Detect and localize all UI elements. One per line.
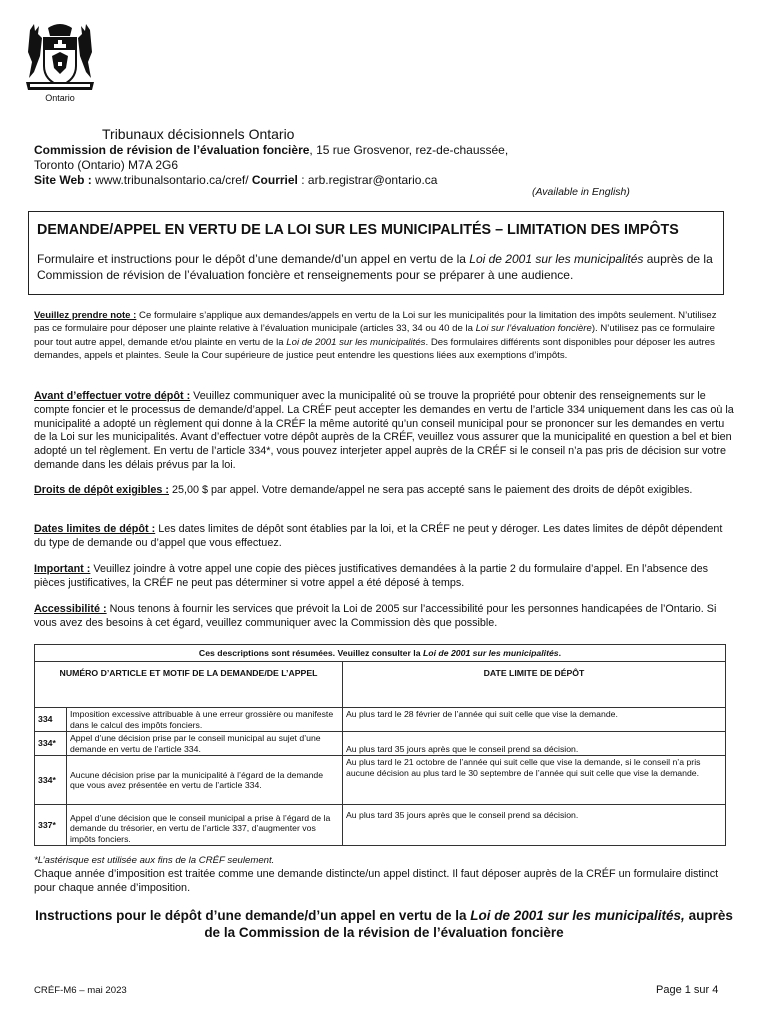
table-row [35, 756, 726, 805]
table-header-row [35, 662, 726, 708]
instructions-text-b: auprès de la Commission de la révision de l’évaluation foncière [204, 908, 733, 940]
filing-deadline: Au plus tard 35 jours après que le conseil prend sa décision. [343, 732, 726, 756]
table-row [35, 805, 726, 846]
article-number: 334* [35, 732, 67, 756]
column-header-reason: NUMÉRO D’ARTICLE ET MOTIF DE LA DEMANDE/DE L’APPEL [35, 662, 343, 708]
instructions-text-a: Instructions pour le dépôt d’une demande/d’un appel en vertu de la [35, 908, 471, 923]
note-label: Avant d’effectuer votre dépôt : [34, 390, 191, 402]
table-row [35, 732, 726, 756]
desc-text-a: Formulaire et instructions pour le dépôt d’une demande/d’un appel en vertu de la [37, 252, 470, 266]
note-text: Les dates limites de dépôt sont établies par la loi, et la CRÉF ne peut y déroger. Les dates limites de dépôt dépendent du type de demande ou d’appel que vous effectuez. [34, 523, 723, 549]
table-caption-row [35, 645, 726, 662]
desc-text-b: auprès de la Commission de révision de l’évaluation foncière et renseignements pour se préparer à une audience. [37, 252, 713, 282]
note-text: . Des formulaires différents sont disponibles pour déposer les autres demandes, appels et plaintes. Seule la Cour supérieure de justice peut entendre les questions liées aux exemptions d’impôts. [34, 336, 715, 361]
note-text: Veuillez joindre à votre appel une copie des pièces justificatives demandées à la partie 2 du formulaire d’appel. En l’absence des pièces justificatives, la CRÉF ne peut pas déterminer si votre appel a été déposé à temps. [34, 563, 708, 589]
law-name: Loi de 2001 sur les municipalités [286, 336, 426, 348]
note-label: Droits de dépôt exigibles : [34, 484, 169, 496]
web-label: Site Web : [34, 173, 92, 187]
filing-deadline: Au plus tard le 21 octobre de l’année qui suit celle que vise la demande, si le conseil n’a pris aucune décision au plus tard le 30 septembre de l’année qui suit celle que vise la demande. [343, 756, 726, 805]
appeal-reason: Appel d’une décision prise par le conseil municipal au sujet d’une demande en vertu de l’article 334. [67, 732, 343, 756]
address-line-2: Toronto (Ontario) M7A 2G6 [34, 158, 179, 172]
instructions-law: Loi de 2001 sur les municipalités, [470, 908, 685, 923]
tribunal-name: Tribunaux décisionnels Ontario [102, 126, 295, 142]
filing-deadline: Au plus tard 35 jours après que le conseil prend sa décision. [343, 805, 726, 846]
appeal-reason: Imposition excessive attribuable à une erreur grossière ou manifeste dans le calcul des impôts fonciers. [67, 708, 343, 732]
article-number: 337* [35, 805, 67, 846]
note-label: Veuillez prendre note : [34, 310, 137, 321]
note-filing-fees [34, 484, 734, 498]
filing-deadline: Au plus tard le 28 février de l’année qui suit celle que vise la demande. [343, 708, 726, 732]
article-number: 334* [35, 756, 67, 805]
note-text: Nous tenons à fournir les services que prévoit la Loi de 2005 sur l’accessibilité pour les personnes handicapées de l’Ontario. Si vous avez des besoins à cet égard, veuillez communiquer avec la Commission dès que possible. [34, 603, 717, 629]
address-line-1 [34, 143, 674, 158]
web-link[interactable]: www.tribunalsontario.ca/cref/ [91, 173, 252, 187]
note-text: 25,00 $ par appel. Votre demande/appel ne sera pas accepté sans le paiement des droits de dépôt exigibles. [168, 484, 693, 496]
form-description [37, 251, 717, 283]
available-in-english: (Available in English) [532, 186, 630, 198]
logo-text: Ontario [45, 93, 75, 103]
note-before-filing [34, 390, 734, 473]
note-accessibility [34, 603, 734, 631]
caption-text: Ces descriptions sont résumées. Veuillez consulter la [198, 647, 423, 658]
column-header-deadline: DATE LIMITE DE DÉPÔT [343, 662, 726, 708]
instructions-heading [34, 907, 734, 941]
note-text: Veuillez communiquer avec la municipalité où se trouve la propriété pour obtenir des renseignements sur le compte foncier et le processus de demande/d’appel. La CRÉF peut accepter les demandes en vertu de l’article 334 uniquement dans les cas où la municipalité a adopté un règlement qui donne à la CRÉF la même autorité qu’un conseil municipal pour se prononcer sur les demandes en vertu de la Loi sur les municipalités. Avant d’effectuer votre dépôt auprès de la CRÉF, veuillez vous assurer que la municipalité en question a bel et bien adopté un tel règlement. En vertu de l’article 334*, vous pouvez interjeter appel auprès de la CRÉF si le conseil n’a pas pris de décision sur votre demande dans les délais prévus par la loi. [34, 390, 734, 471]
street-address: , 15 rue Grosvenor, rez-de-chaussée, [309, 143, 509, 157]
address-block [34, 143, 674, 188]
appeal-reason: Aucune décision prise par la municipalité à l’égard de la demande que vous avez présentée en vertu de l’article 334. [67, 756, 343, 805]
note-text: Ce formulaire s’applique aux demandes/appels en vertu de la Loi sur les municipalités pour la limitation des impôts seulement. N’utilisez pas ce formulaire pour déposer une plainte relative à l’évaluation municipale (articles 33, 34 ou 40 de la [34, 310, 717, 335]
note-label: Dates limites de dépôt : [34, 523, 156, 535]
note-label: Important : [34, 563, 91, 575]
note-deadlines [34, 523, 734, 551]
ontario-logo [20, 22, 100, 104]
multi-year-note: Chaque année d’imposition est traitée comme une demande distincte/un appel distinct. Il faut déposer auprès de la CRÉF un formulaire distinct pour chaque année d’imposition. [34, 868, 719, 894]
article-number: 334 [35, 708, 67, 732]
caption-end: . [558, 647, 562, 658]
desc-law-name: Loi de 2001 sur les municipalités [469, 252, 644, 266]
form-title: DEMANDE/APPEL EN VERTU DE LA LOI SUR LES MUNICIPALITÉS – LIMITATION DES IMPÔTS [37, 222, 679, 238]
note-label: Accessibilité : [34, 603, 107, 615]
law-name: Loi sur l’évaluation foncière [475, 323, 592, 335]
table-caption [35, 645, 726, 662]
email-label: Courriel [251, 173, 298, 187]
ontario-coat-of-arms-icon [20, 22, 100, 104]
email-link[interactable]: : arb.registrar@ontario.ca [297, 173, 438, 187]
page-number: Page 1 sur 4 [656, 984, 719, 996]
caption-law: Loi de 2001 sur les municipalités [422, 647, 559, 658]
form-identifier: CRÉF-M6 – mai 2023 [34, 985, 127, 996]
appeal-reason: Appel d’une décision que le conseil municipal a prise à l’égard de la demande du trésorier, en vertu de l’article 337, d’augmenter vos impôts fonciers. [67, 805, 343, 846]
commission-name: Commission de révision de l’évaluation foncière [34, 143, 310, 157]
title-box [28, 211, 724, 295]
table-row [35, 708, 726, 732]
asterisk-footnote: *L’astérisque est utilisée aux fins de la CRÉF seulement. [34, 855, 275, 866]
note-please-note [34, 309, 734, 362]
note-important [34, 563, 734, 591]
deadlines-table [34, 644, 726, 846]
note-text: ). N’utilisez pas ce formulaire pour tout autre appel, demande et/ou plainte en vertu de la [34, 323, 716, 348]
